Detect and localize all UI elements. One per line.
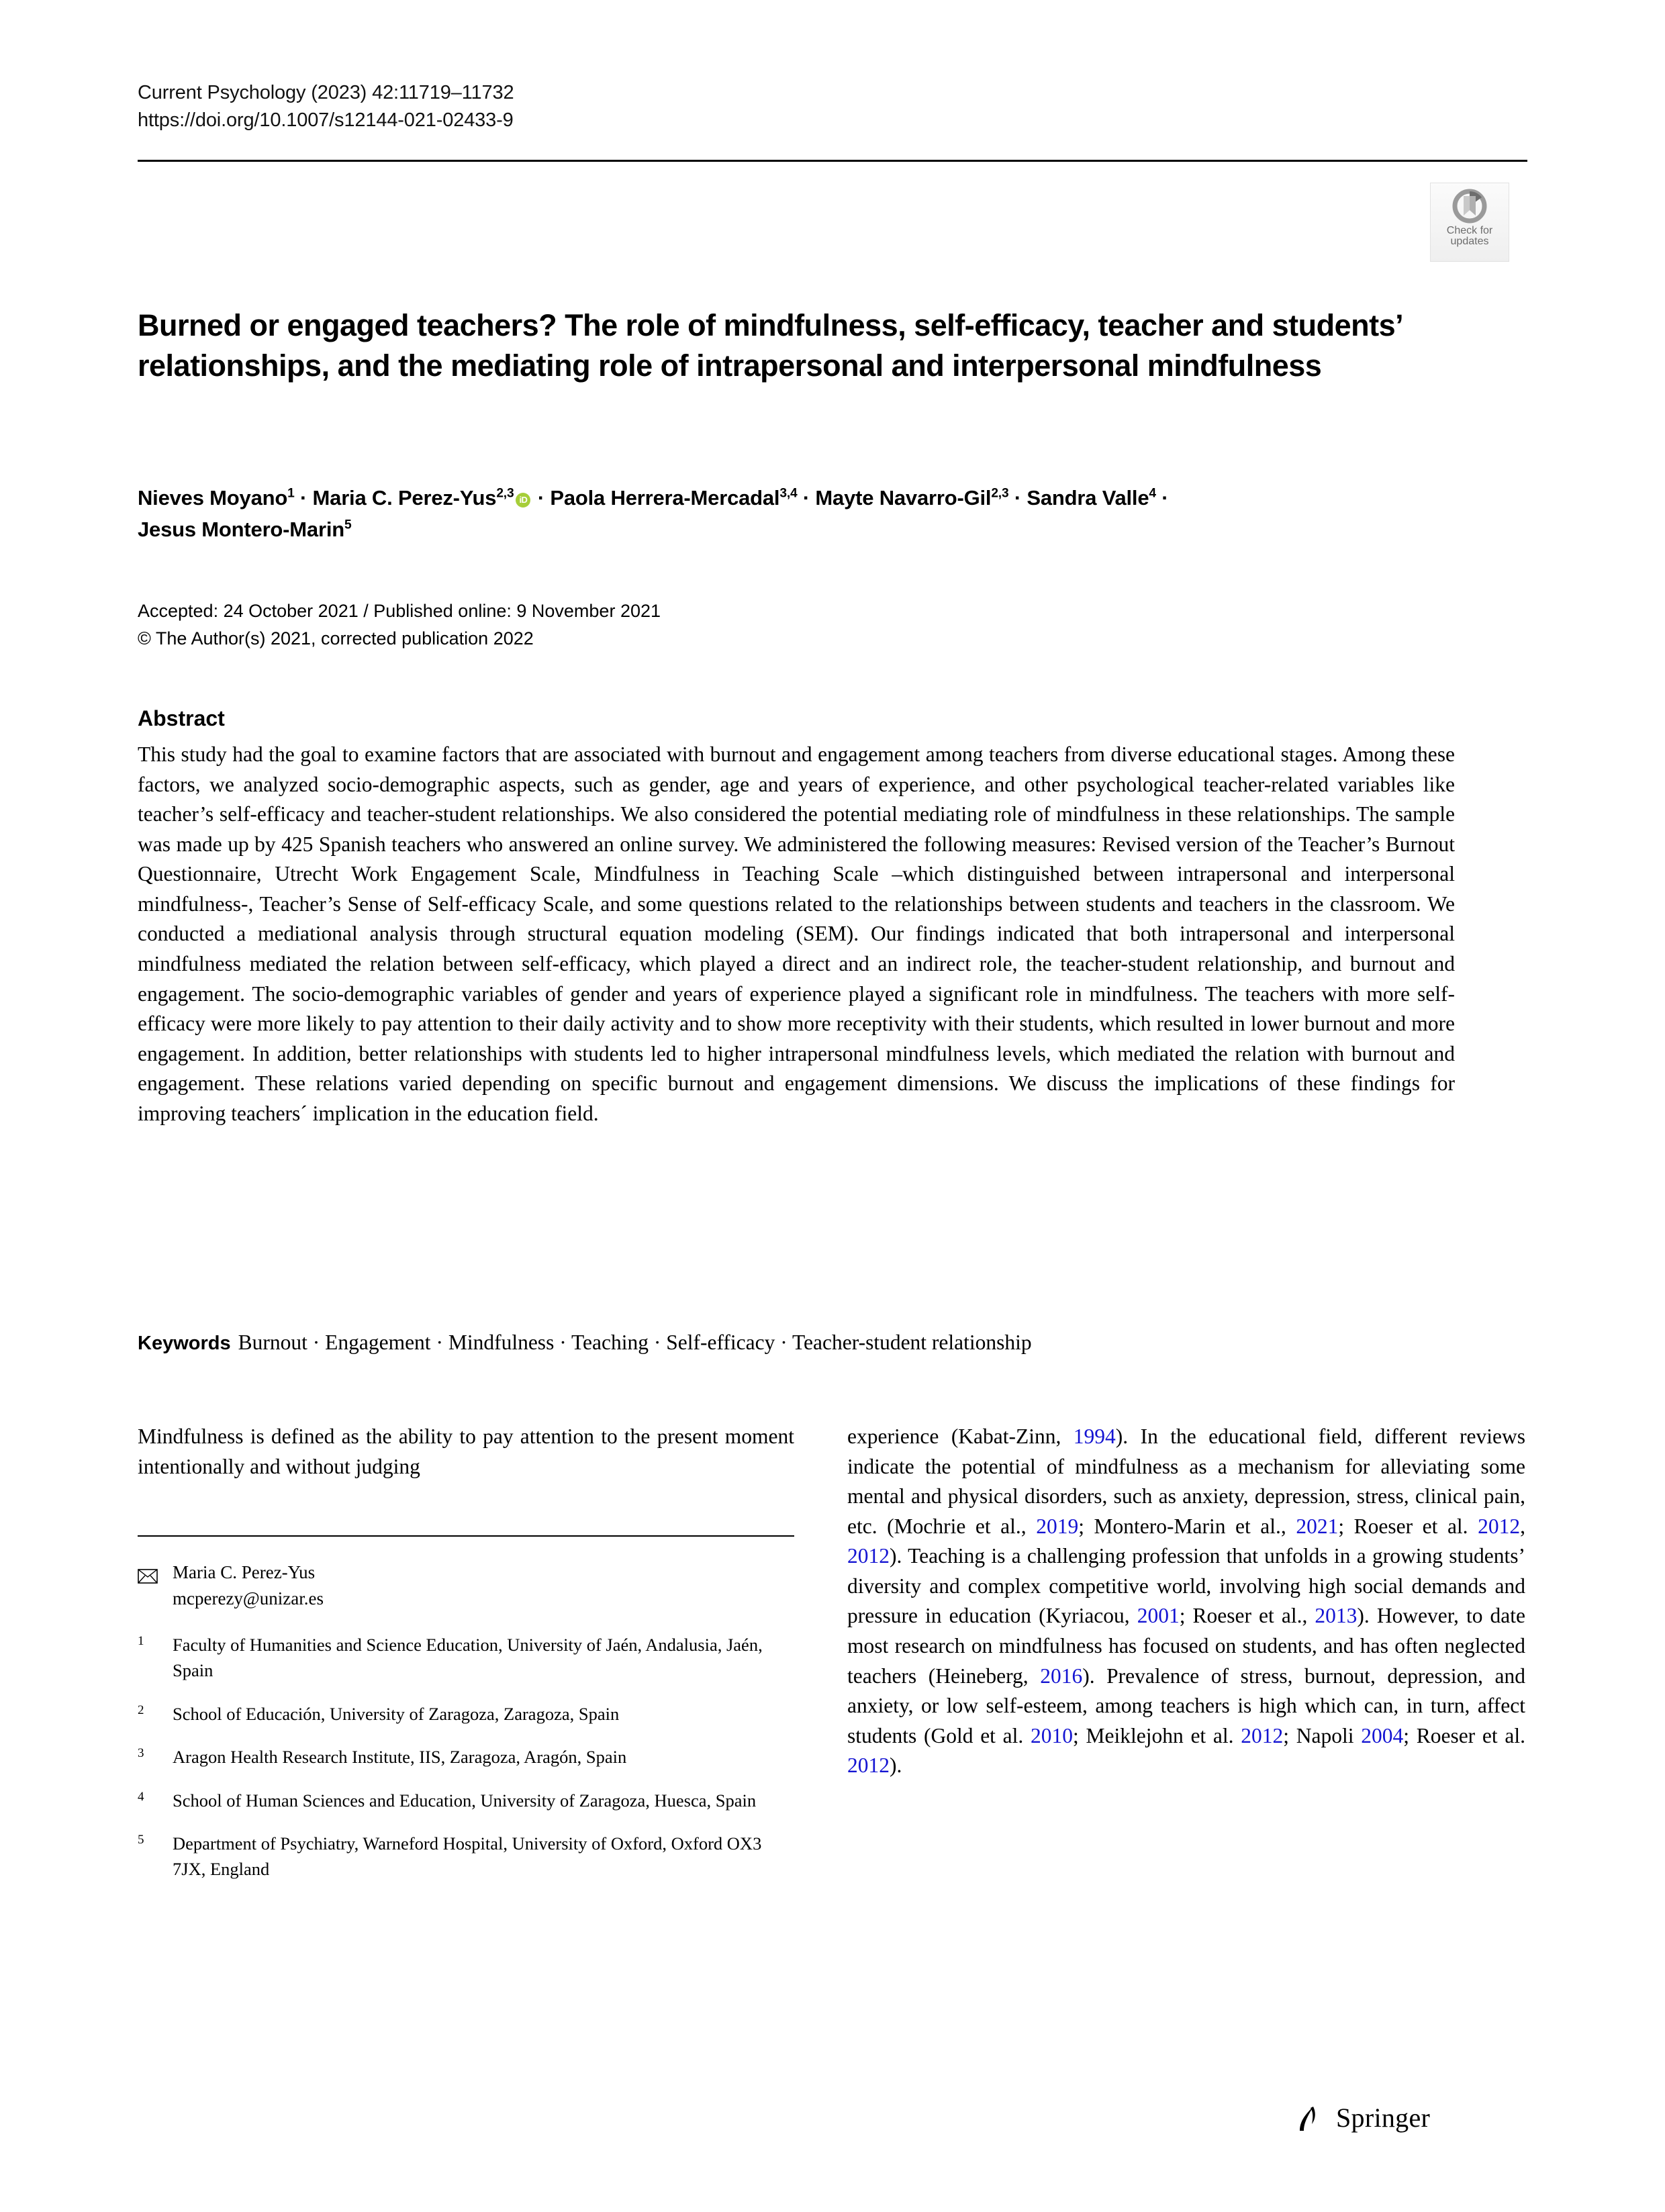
keywords-values: Burnout · Engagement · Mindfulness · Teaching · Self-efficacy · Teacher-student relationship — [238, 1331, 1032, 1354]
affiliation-list — [138, 1632, 794, 1882]
citation-link[interactable]: 2013 — [1315, 1604, 1358, 1628]
keyword-item[interactable]: Teaching — [571, 1331, 649, 1354]
affiliation-item — [138, 1788, 794, 1813]
affiliation-number: 1 — [138, 1633, 144, 1648]
author-name: Nieves Moyano — [138, 486, 288, 510]
envelope-icon — [138, 1565, 158, 1580]
affiliation-number: 4 — [138, 1789, 144, 1804]
author-name: Paola Herrera-Mercadal — [550, 486, 780, 510]
journal-citation: Current Psychology (2023) 42:11719–11732 — [138, 82, 514, 103]
abstract-heading: Abstract — [138, 706, 225, 730]
affiliation-item — [138, 1744, 794, 1770]
keyword-item[interactable]: Teacher-student relationship — [792, 1331, 1032, 1354]
author-affiliation-marker: 4 — [1149, 486, 1156, 501]
affiliation-text: Aragon Health Research Institute, IIS, Zaragoza, Aragón, Spain — [173, 1747, 627, 1768]
citation-link[interactable]: 2021 — [1296, 1514, 1339, 1538]
affiliation-text: School of Human Sciences and Education, University of Zaragoza, Huesca, Spain — [173, 1790, 757, 1811]
citation-link[interactable]: 2012 — [1478, 1514, 1521, 1538]
left-column — [138, 1422, 794, 1900]
intro-paragraph-left: Mindfulness is defined as the ability to pay attention to the present moment intentionally and without judging — [138, 1425, 794, 1478]
copyright-line: © The Author(s) 2021, corrected publication 2022 — [138, 628, 534, 649]
author-affiliation-marker: 3,4 — [779, 486, 798, 501]
affiliation-item — [138, 1701, 794, 1727]
orcid-icon[interactable]: iD — [516, 493, 530, 508]
header-divider — [138, 160, 1527, 162]
affiliation-number: 5 — [138, 1832, 144, 1847]
intro-paragraph-right: experience (Kabat-Zinn, 1994). In the educational field, different reviews indicate the potential of mindfulness as a mechanism for alleviating some mental and physical disorders, such as anxiety, depression, stress, clinical pain, etc. (Mochrie et al., 2019; Montero-Marin et al., 2021; Roeser et al. 2012, 2012). Teaching is a challenging profession that unfolds in a growing students’ diversity and complex competitive world, involving high social demands and pressure in education (Kyriacou, 2001; Roeser et al., 2013). However, to date most research on mindfulness has focused on students, and has often neglected teachers (Heineberg, 2016). Prevalence of stress, burnout, depression, and anxiety, or low self-esteem, among teachers is high which can, in turn, affect students (Gold et al. 2010; Meiklejohn et al. 2012; Napoli 2004; Roeser et al. 2012). — [847, 1425, 1525, 1778]
author-line-2 — [138, 518, 351, 541]
affiliation-text: School of Educación, University of Zaragoza, Zaragoza, Spain — [173, 1703, 620, 1724]
affiliation-number: 2 — [138, 1702, 144, 1717]
citation-link[interactable]: 2001 — [1137, 1604, 1180, 1628]
citation-link[interactable]: 2012 — [847, 1753, 890, 1778]
affiliation-item — [138, 1632, 794, 1684]
author-affiliation-marker: 5 — [344, 518, 352, 532]
publication-dates — [138, 597, 1413, 653]
author-affiliation-marker: 1 — [287, 486, 295, 501]
springer-logo-icon — [1296, 2101, 1325, 2133]
citation-link[interactable]: 2010 — [1031, 1723, 1074, 1747]
correspondence-divider — [138, 1535, 794, 1537]
affiliation-text: Department of Psychiatry, Warneford Hospital, University of Oxford, Oxford OX3 7JX, England — [173, 1833, 762, 1880]
crossmark-label-line1: Check for — [1446, 225, 1493, 236]
author-name: Jesus Montero-Marin — [138, 518, 344, 542]
citation-link[interactable]: 2012 — [847, 1544, 890, 1568]
author-affiliation-marker: 2,3 — [496, 486, 514, 501]
journal-doi[interactable]: https://doi.org/10.1007/s12144-021-02433-9 — [138, 109, 514, 132]
journal-header — [138, 79, 1527, 134]
corresponding-author-name: Maria C. Perez-Yus — [173, 1562, 316, 1583]
citation-link[interactable]: 2004 — [1361, 1723, 1404, 1747]
springer-footer — [1296, 2101, 1430, 2133]
author-affiliation-marker: 2,3 — [991, 486, 1009, 501]
keyword-item[interactable]: Self-efficacy — [666, 1331, 775, 1354]
correspondence-block — [138, 1559, 794, 1612]
author-name: Maria C. Perez-Yus — [312, 486, 497, 510]
accepted-date: Accepted: 24 October 2021 / Published online: 9 November 2021 — [138, 601, 661, 621]
abstract-text: This study had the goal to examine factors that are associated with burnout and engagement among teachers from diverse educational stages. Among these factors, we analyzed socio-demographic aspects, such as gender, age and years of experience, and other psychological teacher-related variables like teacher’s self-efficacy and teacher-student relationships. We also considered the potential mediating role of mindfulness in these relationships. The sample was made up by 425 Spanish teachers who answered an online survey. We administered the following measures: Revised version of the Teacher’s Burnout Questionnaire, Utrecht Work Engagement Scale, Mindfulness in Teaching Scale –which distinguished between intrapersonal and interpersonal mindfulness-, Teacher’s Sense of Self-efficacy Scale, and some questions related to the relationships between students and teachers in the classroom. We conducted a mediational analysis through structural equation modeling (SEM). Our findings indicated that both intrapersonal and interpersonal mindfulness mediated the relation between self-efficacy, which played a direct and an indirect role, the teacher-student relationship, and burnout and engagement. The socio-demographic variables of gender and years of experience played a significant role in mindfulness. The teachers with more self-efficacy were more likely to pay attention to their daily activity and to show more receptivity with their students, which resulted in lower burnout and more engagement. In addition, better relationships with students led to higher intrapersonal mindfulness levels, which mediated the relation with burnout and engagement. These relations varied depending on specific burnout and engagement dimensions. We discuss the implications of these findings for improving teachers´ implication in the education field. — [138, 742, 1455, 1125]
author-name: Mayte Navarro-Gil — [815, 486, 992, 510]
page-title: Burned or engaged teachers? The role of mindfulness, self-efficacy, teacher and students’ relationships, and the mediating role of intrapersonal and interpersonal mindfulness — [138, 308, 1402, 383]
citation-link[interactable]: 1994 — [1073, 1425, 1116, 1448]
keyword-item[interactable]: Mindfulness — [448, 1331, 555, 1354]
crossmark-label-line2: updates — [1450, 236, 1489, 248]
citation-link[interactable]: 2016 — [1040, 1664, 1083, 1688]
springer-wordmark: Springer — [1336, 2102, 1431, 2133]
keywords-label: Keywords — [138, 1333, 231, 1354]
affiliation-item — [138, 1831, 794, 1882]
keywords-line — [138, 1328, 1455, 1357]
affiliation-number: 3 — [138, 1746, 144, 1761]
corresponding-author-email[interactable]: mcperezy@unizar.es — [173, 1588, 324, 1608]
crossmark-icon — [1452, 188, 1488, 224]
check-for-updates-badge[interactable] — [1430, 183, 1509, 262]
author-line-1: Nieves Moyano$^1$ · Maria C. Perez-Yus$^{2,3}$ iD · Paola Herrera-Mercadal$^{3,4}$ · Mayte Navarro-Gil$^{2,3}$ · Sandra Valle$^4$ · — [138, 486, 1169, 510]
citation-link[interactable]: 2019 — [1036, 1514, 1079, 1538]
keyword-item[interactable]: Engagement — [325, 1331, 431, 1354]
right-column — [847, 1422, 1525, 1781]
keyword-item[interactable]: Burnout — [238, 1331, 307, 1354]
author-list — [138, 482, 1427, 545]
affiliation-text: Faculty of Humanities and Science Education, University of Jaén, Andalusia, Jaén, Spain — [173, 1634, 763, 1681]
citation-link[interactable]: 2012 — [1241, 1723, 1284, 1747]
crossmark-label — [1447, 226, 1492, 248]
author-name: Sandra Valle — [1027, 486, 1149, 510]
